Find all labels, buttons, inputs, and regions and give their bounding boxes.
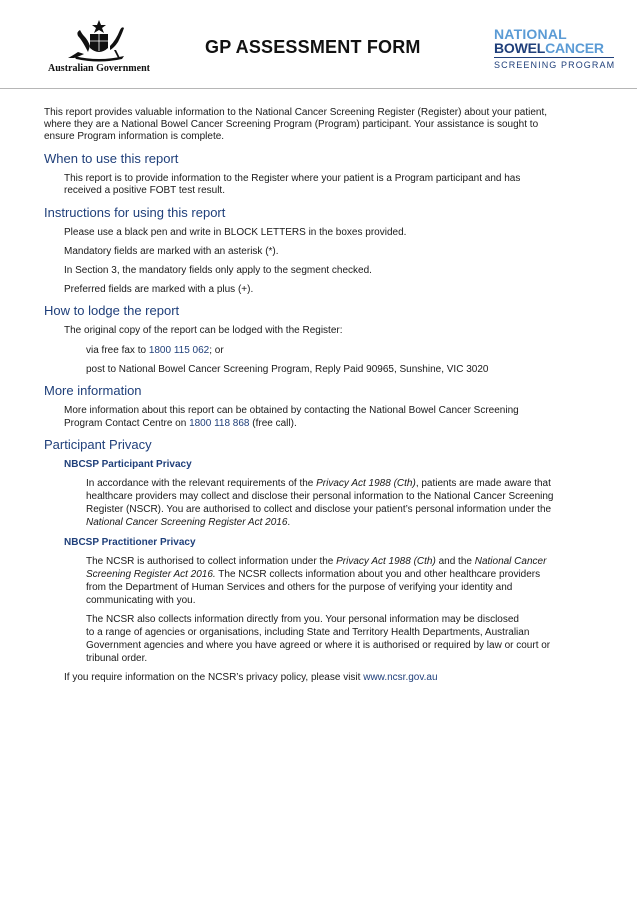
participant-privacy-line-3: Register (NSCR). You are authorised to collect and disclose your patient’s personal information under the bbox=[86, 504, 552, 515]
australian-government-logo bbox=[44, 18, 154, 76]
participant-privacy-line-1 bbox=[86, 478, 551, 491]
act-name: National Cancer bbox=[474, 556, 547, 567]
more-line-1: More information about this report can be obtained by contacting the National Bowel Cancer Screening bbox=[64, 405, 519, 416]
text-run: . bbox=[287, 517, 291, 528]
more-line-2 bbox=[64, 418, 297, 431]
practitioner-privacy-line-6: to a range of agencies or organisations, including State and Territory Health Departments, Australian bbox=[86, 627, 530, 638]
logo-word-bowel: BOWEL bbox=[494, 40, 546, 56]
participant-privacy-line-4 bbox=[86, 517, 290, 530]
text-run: The NCSR is authorised to collect information under the bbox=[86, 556, 337, 567]
practitioner-privacy-line-5: The NCSR also collects information directly from you. Your personal information may be disclosed bbox=[86, 614, 519, 625]
government-name: Australian Government bbox=[48, 63, 150, 74]
text-run: and the bbox=[435, 556, 475, 567]
instruction-item: Preferred fields are marked with a plus (+). bbox=[64, 284, 254, 295]
logo-word-cancer: CANCER bbox=[545, 40, 604, 56]
practitioner-privacy-line-7: Government agencies and where you have agreed or where it is authorised or required by law or court or bbox=[86, 640, 551, 651]
act-name: Privacy Act 1988 (Cth) bbox=[336, 556, 436, 567]
logo-line-bowel-cancer bbox=[494, 41, 618, 55]
instruction-item: In Section 3, the mandatory fields only apply to the segment checked. bbox=[64, 265, 372, 276]
act-name: Screening Register Act 2016. bbox=[86, 569, 216, 580]
instruction-item: Please use a black pen and write in BLOCK LETTERS in the boxes provided. bbox=[64, 227, 407, 238]
section-heading-when: When to use this report bbox=[44, 151, 179, 166]
coat-of-arms-icon bbox=[64, 18, 134, 62]
lodge-fax-line bbox=[86, 345, 224, 358]
section-heading-privacy: Participant Privacy bbox=[44, 437, 152, 452]
privacy-policy-line bbox=[64, 672, 438, 685]
section-heading-more: More information bbox=[44, 383, 142, 398]
practitioner-privacy-line-2 bbox=[86, 569, 540, 582]
fax-suffix: ; or bbox=[209, 345, 224, 356]
logo-divider bbox=[494, 57, 614, 58]
fax-prefix: via free fax to bbox=[86, 345, 149, 356]
logo-line-national: NATIONAL bbox=[494, 26, 567, 42]
header-divider bbox=[0, 88, 637, 89]
logo-line-screening: SCREENING PROGRAM bbox=[494, 60, 616, 70]
nbcsp-logo bbox=[494, 27, 618, 70]
more-prefix: Program Contact Centre on bbox=[64, 418, 190, 429]
intro-line-2: where they are a National Bowel Cancer Screening Program (Program) participant. Your assistance is sought to bbox=[44, 119, 539, 130]
practitioner-privacy-line-4: communicating with you. bbox=[86, 595, 196, 606]
lodge-post-line: post to National Bowel Cancer Screening Program, Reply Paid 90965, Sunshine, VIC 3020 bbox=[86, 364, 489, 375]
when-line-2: received a positive FOBT test result. bbox=[64, 185, 225, 196]
act-name: Privacy Act 1988 (Cth) bbox=[316, 478, 416, 489]
text-run: The NCSR collects information about you and other healthcare providers bbox=[215, 569, 541, 580]
more-suffix: (free call). bbox=[249, 418, 297, 429]
practitioner-privacy-line-8: tribunal order. bbox=[86, 653, 148, 664]
ncsr-website-link[interactable]: www.ncsr.gov.au bbox=[363, 672, 438, 683]
lodge-intro: The original copy of the report can be lodged with the Register: bbox=[64, 325, 343, 336]
act-name: National Cancer Screening Register Act 2016 bbox=[86, 517, 288, 528]
contact-phone-link[interactable]: 1800 118 868 bbox=[189, 418, 250, 429]
section-heading-lodge: How to lodge the report bbox=[44, 303, 180, 318]
intro-line-1: This report provides valuable information to the National Cancer Screening Register (Register) about your patient, bbox=[44, 107, 548, 118]
section-heading-instructions: Instructions for using this report bbox=[44, 205, 226, 220]
subheading-practitioner-privacy: NBCSP Practitioner Privacy bbox=[64, 537, 196, 548]
fax-number-link[interactable]: 1800 115 062 bbox=[148, 345, 210, 356]
subheading-participant-privacy: NBCSP Participant Privacy bbox=[64, 459, 192, 470]
participant-privacy-line-2: healthcare providers may collect and disclose their personal information to the National Cancer Screening bbox=[86, 491, 554, 502]
text-run: If you require information on the NCSR’s privacy policy, please visit bbox=[64, 672, 364, 683]
text-run: In accordance with the relevant requirements of the bbox=[86, 478, 317, 489]
text-run: , patients are made aware that bbox=[415, 478, 551, 489]
intro-line-3: ensure Program information is complete. bbox=[44, 131, 225, 142]
practitioner-privacy-line-1 bbox=[86, 556, 546, 569]
page-title: GP ASSESSMENT FORM bbox=[205, 37, 421, 57]
practitioner-privacy-line-3: from the Department of Human Services and others for the purpose of verifying your identity and bbox=[86, 582, 513, 593]
instruction-item: Mandatory fields are marked with an asterisk (*). bbox=[64, 246, 279, 257]
when-line-1: This report is to provide information to the Register where your patient is a Program participant and has bbox=[64, 173, 521, 184]
